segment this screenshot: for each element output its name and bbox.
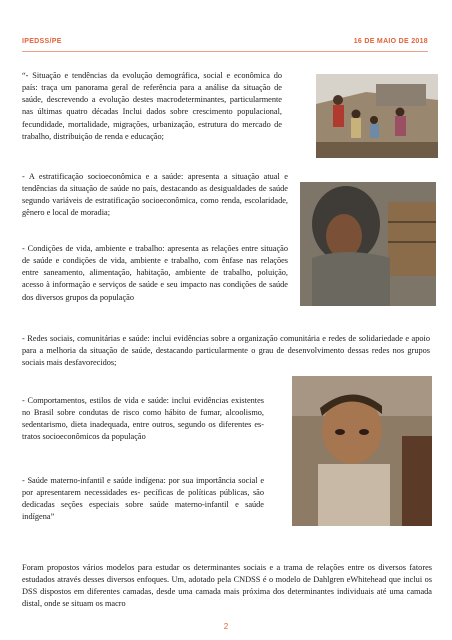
photo-child-illustration <box>292 376 432 526</box>
page-number: 2 <box>223 622 229 631</box>
paragraph-models: Foram propostos vários modelos para estudar os determinantes sociais e a trama de relações entre os diversos fatores estudados através desses diversos enfoques. Um, adotado pela CNDSS é o modelo de Dahlgren eWhitehead que inclui os DSS dispostos em diferentes camadas, desde uma camada mais próxima dos determinantes individuais até uma camada distal, onde se situam os macro <box>22 563 432 609</box>
header-left-label: IPEDSS/PE <box>22 38 62 45</box>
photo-child <box>292 376 432 526</box>
paragraph-social-networks: - Redes sociais, comunitárias e saúde: inclui evidências sobre a organização comunitária e redes de solidariedade e apoio para a melhoria da situação de saúde, destacando particularmente o grau de desenvolvimento dessas redes nos grupos sociais mais desfavorecidos; <box>22 334 430 368</box>
paragraph-living-conditions: - Condições de vida, ambiente e trabalho: apresenta as relações entre situação de saúde e condições de vida, ambiente e trabalho, com ênfase nas relações entre saneamento, alimentação, habitação, ambiente de trabalho, poluição, acesso à informação e serviços de saúde e seu impacto nas condições de saúde dos diversos grupos da população <box>22 244 288 302</box>
header-date: 16 DE MAIO DE 2018 <box>353 38 428 45</box>
photo-woman-illustration <box>300 182 436 306</box>
photo-elderly-woman <box>300 182 436 306</box>
header-rule <box>22 51 428 52</box>
photo-family-outdoors <box>316 74 438 158</box>
paragraph-stratification: - A estratificação socioeconômica e a saúde: apresenta a situação atual e tendências da situação de saúde no país, destacando as desigualdades de saúde segundo variáveis de estratificação socioeconômica, como renda, escolaridade, gênero e local de moradia; <box>22 172 288 218</box>
paragraph-demography: “- Situação e tendências da evolução demográfica, social e econômica do país: traça um panorama geral de referência para a análise da situação de saúde, descrevendo a evolução destes macrodeterminantes, particularmente nas últimas quatro décadas Inclui dados sobre crescimento populacional, fecundidade, mortalidade, migrações, urbanização, estrutura do mercado de trabalho, distribuição de renda e educação; <box>22 71 282 141</box>
paragraph-behaviors: - Comportamentos, estilos de vida e saúde: inclui evidências existentes no Brasil sobre condutas de risco como hábito de fumar, alcoolismo, sedentarismo, dieta inadequada, entre outros, segundo os diferentes es- tratos socioeconômicos da população <box>22 396 264 442</box>
photo-family-illustration <box>316 74 438 158</box>
paragraph-maternal-indigenous: - Saúde materno-infantil e saúde indígena: por sua importância social e por apresentarem necessidades es- pecíficas de políticas públicas, são dedicadas seções especiais sobre saúde materno-infantil e saúde indígena” <box>22 476 264 522</box>
